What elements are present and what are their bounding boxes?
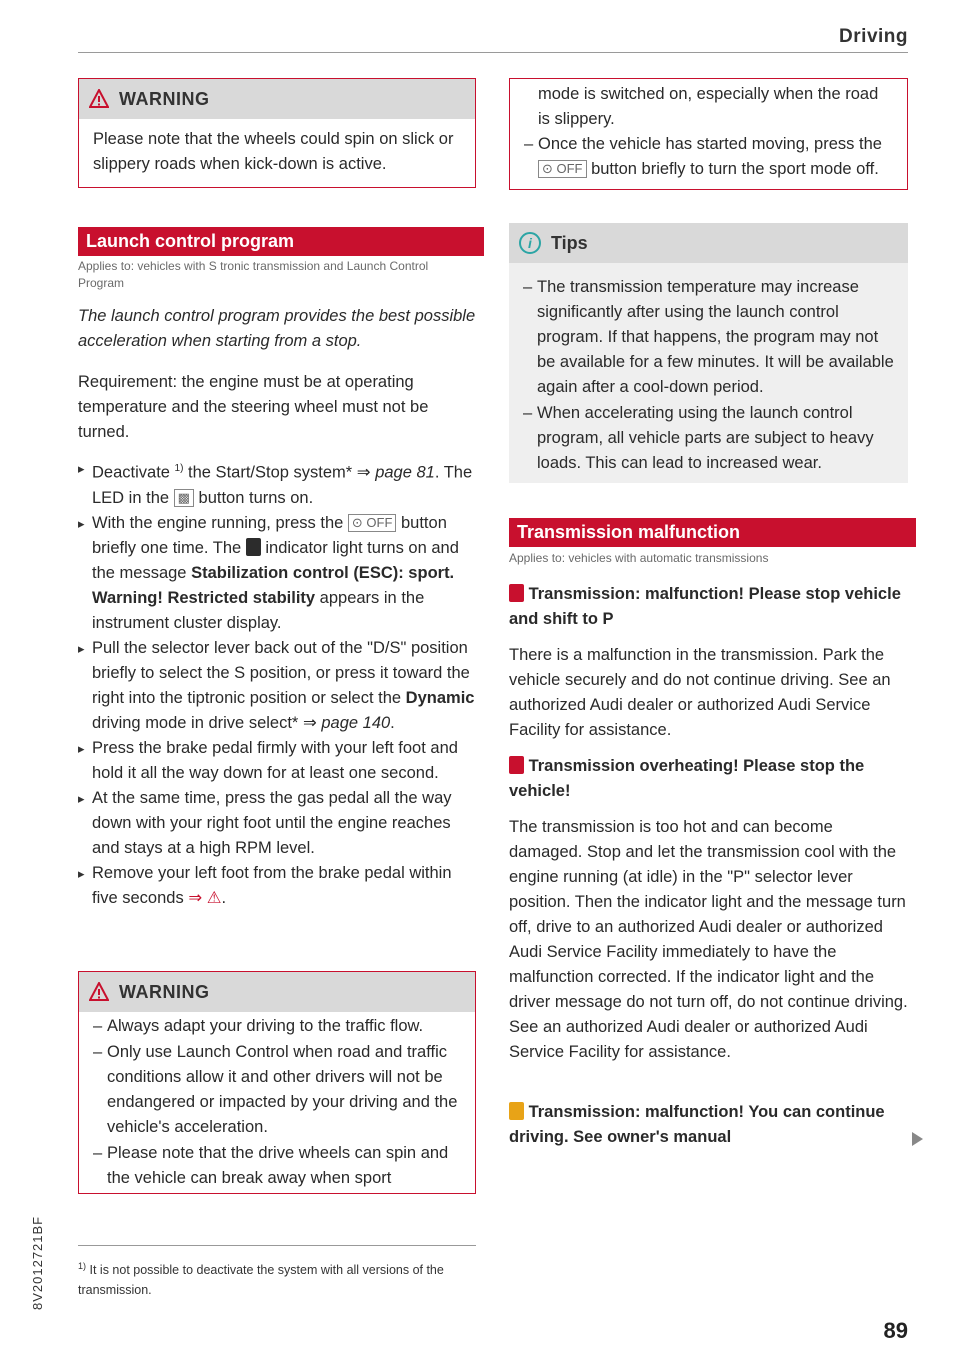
footnote-ref: 1): [174, 463, 184, 474]
warning-header: [79, 79, 475, 119]
message-overheating: Transmission overheating! Please stop the vehicle!: [509, 757, 865, 800]
launch-applies-to: Applies to: vehicles with S tronic transmission and Launch Control Program: [78, 259, 429, 290]
warning-item: – Only use Launch Control when road and traffic conditions allow it and other drivers will not be endangered or impacted by your driving and the vehicle's acceleration.: [79, 1040, 475, 1140]
esc-indicator-icon: [246, 538, 261, 556]
tips-body: [509, 263, 908, 483]
launch-step-4: ▸ Press the brake pedal firmly with your left foot and hold it all the way down for at least one second.: [78, 736, 476, 786]
malfunction-applies-to: Applies to: vehicles with automatic transmissions: [509, 551, 769, 565]
tips-header: [509, 223, 908, 263]
start-stop-button-icon: ▩: [174, 489, 194, 507]
launch-step-2: ▸ With the engine running, press the ⊙ OFF button briefly one time. The indicator light turns on and the message Stabilization control (ESC): sport. Warning! Restricted stability appears in the instrument cluster display.: [78, 511, 476, 636]
yellow-indicator-icon: [509, 1102, 524, 1120]
warning-triangle-icon: [89, 89, 109, 109]
launch-control-heading: Launch control program: [78, 227, 484, 256]
warning-item: – Please note that the drive wheels can spin and the vehicle can break away when sport: [79, 1141, 475, 1191]
launch-intro: The launch control program provides the best possible acceleration when starting from a stop.: [78, 307, 476, 350]
launch-requirement: Requirement: the engine must be at operating temperature and the steering wheel must not be turned.: [78, 373, 429, 441]
page-ref-140[interactable]: ⇒ page 140: [302, 713, 391, 732]
warning-list: [79, 1012, 475, 1191]
document-code: 8V2012721BF: [30, 1215, 45, 1310]
overheating-text: The transmission is too hot and can become damaged. Stop and let the transmission cool with the engine running (at idle) in the "P" selector lever position. Then the indicator light and the message turn off, drive to an authorized Audi dealer or authorized Audi Service Facility immediately to have the malfunction corrected. If the indicator light and the driver message do not turn off, do not continue driving. See an authorized Audi dealer or authorized Audi Service Facility for assistance.: [509, 818, 908, 1061]
warning-title: WARNING: [119, 88, 210, 109]
warning-triangle-icon: [89, 982, 109, 1002]
continue-arrow-icon: [912, 1132, 923, 1151]
message-malfunction-continue: Transmission: malfunction! You can continue driving. See owner's manual: [509, 1103, 885, 1146]
tips-box: [509, 223, 908, 483]
tips-item: – The transmission temperature may increase significantly after using the launch control program. If that happens, the program may not be available for a few minutes. It will be available again after a cool-down period.: [509, 275, 894, 400]
warning-box-kickdown: [78, 78, 476, 188]
warning-continued-line: mode is switched on, especially when the road is slippery.: [538, 85, 879, 128]
launch-step-5: ▸ At the same time, press the gas pedal all the way down with your right foot until the engine reaches and stays at a high RPM level.: [78, 786, 476, 861]
warning-ref[interactable]: ⇒ ⚠: [188, 888, 222, 907]
esc-off-button-icon: ⊙ OFF: [348, 514, 397, 532]
tips-title: Tips: [551, 232, 588, 253]
malfunction-stop-text: There is a malfunction in the transmission. Park the vehicle securely and do not continue driving. See an authorized Audi dealer or authorized Audi Service Facility for assistance.: [509, 646, 891, 739]
footnote: $^{1)}$ It is not possible to deactivate the system with all versions of the transmission.: [78, 1261, 444, 1298]
tips-list: [509, 275, 894, 476]
page-number: 89: [883, 1318, 908, 1343]
red-indicator-icon: [509, 584, 524, 602]
section-title: Driving: [839, 26, 908, 47]
transmission-malfunction-heading: Transmission malfunction: [509, 518, 916, 547]
esc-off-button-icon: ⊙ OFF: [538, 160, 587, 178]
launch-steps: [78, 456, 476, 911]
page-ref-81[interactable]: ⇒ page 81: [356, 463, 435, 482]
warning-item: – Always adapt your driving to the traffic flow.: [79, 1014, 475, 1039]
footnote-rule: [78, 1245, 476, 1246]
launch-step-6: ▸ Remove your left foot from the brake pedal within five seconds ⇒ ⚠.: [78, 861, 476, 911]
warning-header: [79, 972, 475, 1012]
warning-title: WARNING: [119, 981, 210, 1002]
warning-text: Please note that the wheels could spin on slick or slippery roads when kick-down is active.: [93, 130, 454, 173]
message-malfunction-stop: Transmission: malfunction! Please stop vehicle and shift to P: [509, 585, 901, 628]
red-indicator-icon: [509, 756, 524, 774]
info-icon: i: [519, 232, 541, 254]
warning-box-continued: [509, 78, 908, 190]
warning-item: – Once the vehicle has started moving, press the ⊙ OFF button briefly to turn the sport mode off.: [510, 132, 893, 182]
warning-box-launch: [78, 971, 476, 1194]
tips-item: – When accelerating using the launch control program, all vehicle parts are subject to heavy loads. This can lead to increased wear.: [509, 401, 894, 476]
warning-list: [510, 132, 893, 182]
launch-step-3: ▸ Pull the selector lever back out of the "D/S" position briefly to select the S position, or press it toward the right into the tiptronic position or select the Dynamic driving mode in drive select* ⇒ page 140.: [78, 636, 476, 736]
launch-step-1: ▸ Deactivate $^{1)}$ the Start/Stop system* ⇒ page 81. The LED in the ▩ button turns on.: [78, 456, 476, 511]
header-rule: [78, 52, 908, 53]
